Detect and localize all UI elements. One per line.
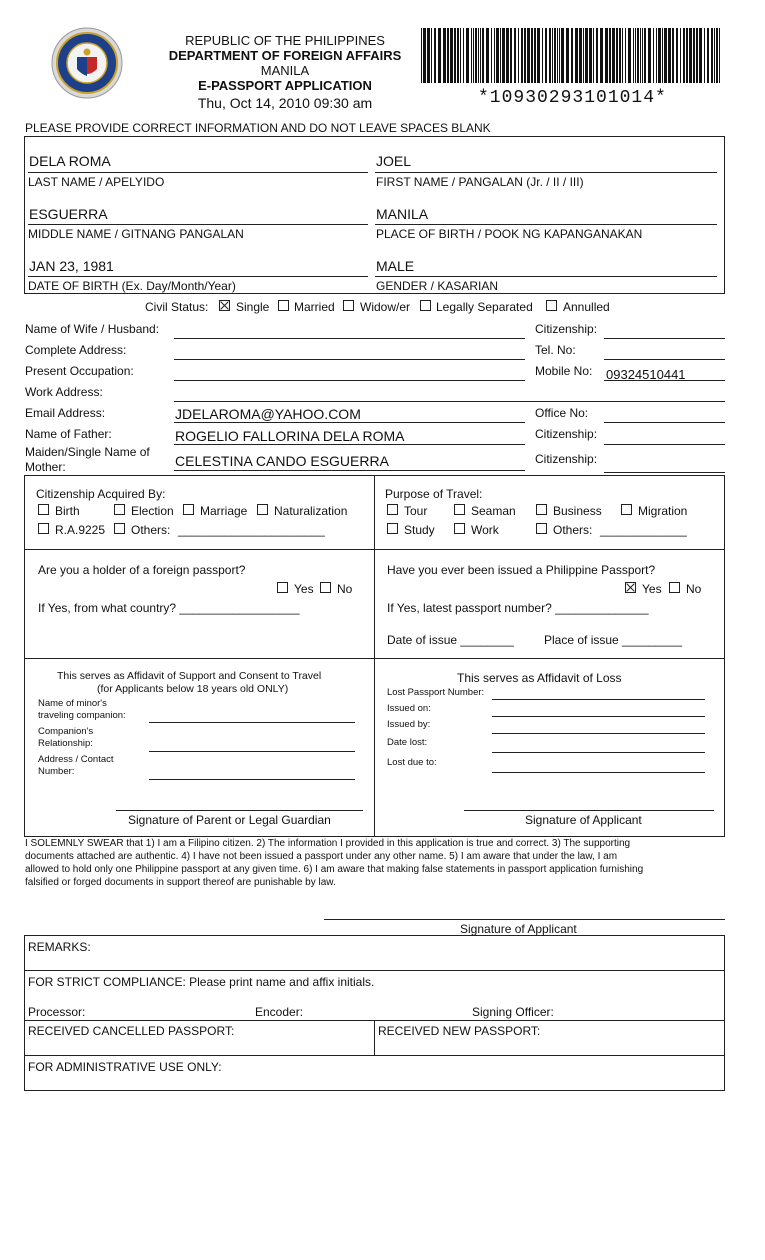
mother-value[interactable]: CELESTINA CANDO ESGUERRA [175,453,389,469]
applicant-signature-label: Signature of Applicant [460,922,577,936]
barcode-bar [612,28,615,83]
father-citizenship-label: Citizenship: [535,427,598,441]
email-line [174,422,525,423]
last-name-line [28,172,368,173]
barcode-bar [460,28,461,83]
office-divider-vertical [374,1020,375,1055]
barcode-bar [566,28,569,83]
barcode-bar [653,28,654,83]
middle-name-line [28,224,368,225]
mobile-line [604,380,725,381]
barcode-bar [423,28,426,83]
barcode-bar [447,28,449,83]
oath-line-4: falsified or forged documents in support thereof are punishable by law. [25,877,336,888]
barcode-bar [704,28,705,83]
guardian-signature-line[interactable] [116,810,363,811]
barcode-bar [454,28,456,83]
barcode-bar [664,28,667,83]
mother-label-line2: Mother: [25,460,66,474]
citizenship-naturalization-label: Naturalization [274,504,348,518]
father-value[interactable]: ROGELIO FALLORINA DELA ROMA [175,428,405,444]
father-citizenship-line[interactable] [604,444,725,445]
lost-due-to-label: Lost due to: [387,757,437,768]
mother-citizenship-label: Citizenship: [535,452,598,466]
companion-address-label-1: Address / Contact [38,754,114,765]
date-lost-label: Date lost: [387,737,428,748]
applicant-signature-line[interactable] [324,919,725,920]
citizenship-election-label: Election [131,504,174,518]
purpose-title: Purpose of Travel: [385,487,483,501]
barcode-bar [494,28,495,83]
oath-line-3: allowed to hold only one Philippine passport at any given time. 6) I am aware that making false statements in passport application furnishing [25,864,644,875]
purpose-work-checkbox[interactable] [454,523,465,534]
purpose-seaman-label: Seaman [471,504,516,518]
foreign-passport-yes-label: Yes [294,582,314,596]
barcode-bar [676,28,678,83]
barcode-bar [480,28,481,83]
barcode-bar [443,28,446,83]
office-label: Office No: [535,406,589,420]
barcode-bar [593,28,594,83]
instruction-text: PLEASE PROVIDE CORRECT INFORMATION AND DO NOT LEAVE SPACES BLANK [25,121,491,135]
barcode-bar [542,28,543,83]
spouse-label: Name of Wife / Husband: [25,322,160,336]
civil-status-widow-label: Widow/er [360,300,411,314]
mobile-label: Mobile No: [535,364,593,378]
foreign-passport-yes-checkbox[interactable] [277,582,288,593]
barcode-bar [585,28,588,83]
remarks-label: REMARKS: [28,940,91,954]
barcode-bar [640,28,641,83]
citizenship-marriage-label: Marriage [200,504,248,518]
purpose-business-checkbox[interactable] [536,504,547,515]
purpose-work-label: Work [471,523,499,537]
issued-by-line[interactable] [492,733,705,734]
purpose-tour-label: Tour [404,504,428,518]
barcode-bar [496,28,499,83]
civil-status-married-checkbox[interactable] [278,300,289,311]
ph-passport-no-checkbox[interactable] [669,582,680,593]
barcode-bar [696,28,698,83]
citizenship-others-blank[interactable]: ______________________ [178,523,325,537]
companion-relationship-label-1: Companion's [38,726,94,737]
foreign-passport-question: Are you a holder of a foreign passport? [38,563,246,577]
barcode-bar [637,28,639,83]
middle-name-value[interactable]: ESGUERRA [29,206,108,222]
barcode-bar [438,28,441,83]
middle-name-label: MIDDLE NAME / GITNANG PANGALAN [28,227,244,241]
ph-passport-place-of-issue[interactable]: Place of issue _________ [544,633,683,647]
civil-status-single-checkbox[interactable] [219,300,230,311]
office-divider-3 [24,1055,725,1056]
citizenship-naturalization-checkbox[interactable] [257,504,268,515]
barcode-number: *10930293101014* [478,88,667,108]
barcode-bar [668,28,671,83]
foreign-passport-country[interactable]: If Yes, from what country? __________________ [38,601,300,615]
tel-label: Tel. No: [535,343,576,357]
barcode-bar [683,28,685,83]
affidavit-loss-title: This serves as Affidavit of Loss [457,671,622,685]
barcode-bar [589,28,592,83]
barcode-bar [482,28,484,83]
barcode-bar [514,28,516,83]
barcode-bar [561,28,564,83]
barcode-bar [693,28,695,83]
barcode-bar [716,28,718,83]
department-heading: DEPARTMENT OF FOREIGN AFFAIRS [168,48,402,63]
citizenship-birth-label: Birth [55,504,80,518]
barcode-bar [662,28,663,83]
purpose-seaman-checkbox[interactable] [454,504,465,515]
barcode-bar [521,28,523,83]
purpose-others-blank[interactable]: _____________ [600,523,687,537]
ph-passport-question: Have you ever been issued a Philippine Passport? [387,563,656,577]
work-address-line[interactable] [174,401,725,402]
barcode-bar [579,28,582,83]
barcode-bar [672,28,674,83]
barcode-bar [431,28,432,83]
purpose-study-checkbox[interactable] [387,523,398,534]
mother-citizenship-line[interactable] [604,472,725,473]
email-value[interactable]: JDELAROMA@YAHOO.COM [175,406,361,422]
foreign-passport-no-checkbox[interactable] [320,582,331,593]
guardian-signature-label: Signature of Parent or Legal Guardian [128,813,331,827]
barcode-bar [583,28,584,83]
civil-status-separated-checkbox[interactable] [420,300,431,311]
barcode-bar [471,28,472,83]
mobile-value[interactable]: 09324510441 [606,367,686,382]
loss-signature-label: Signature of Applicant [525,813,642,827]
oath-line-2: documents attached are authentic. 4) I have not been issued a passport under any other name. 5) I am aware that under the law, I am [25,851,618,862]
address-label: Complete Address: [25,343,127,357]
barcode-bar [689,28,692,83]
place-of-birth-label: PLACE OF BIRTH / POOK NG KAPANGANAKAN [376,227,643,241]
purpose-others-label: Others: [553,523,593,537]
citizenship-election-checkbox[interactable] [114,504,125,515]
encoder-label: Encoder: [255,1005,304,1019]
barcode-bar [534,28,536,83]
barcode-bar [557,28,558,83]
barcode-bar [714,28,715,83]
personal-info-box [24,136,725,294]
first-name-line [375,172,717,173]
barcode-bar [619,28,621,83]
barcode-bar [434,28,436,83]
affidavit-support-subtitle: (for Applicants below 18 years old ONLY) [97,683,289,695]
civil-status-separated-label: Legally Separated [436,300,533,314]
date-of-birth-label: DATE OF BIRTH (Ex. Day/Month/Year) [28,279,236,293]
first-name-value[interactable]: JOEL [376,153,412,169]
sections-divider-vertical [374,475,375,837]
father-label: Name of Father: [25,427,112,441]
citizenship-others-checkbox[interactable] [114,523,125,534]
barcode-bar [531,28,533,83]
barcode-bar [506,28,509,83]
work-address-label: Work Address: [25,385,103,399]
date-lost-line[interactable] [492,752,705,753]
purpose-business-label: Business [553,504,602,518]
civil-status-widow-checkbox[interactable] [343,300,354,311]
companion-relationship-line[interactable] [149,751,355,752]
application-datetime: Thu, Oct 14, 2010 09:30 am [197,95,373,111]
tel-line[interactable] [604,359,725,360]
purpose-migration-checkbox[interactable] [621,504,632,515]
processor-label: Processor: [28,1005,86,1019]
citizenship-others-label: Others: [131,523,171,537]
citizenship-marriage-checkbox[interactable] [183,504,194,515]
barcode-bar [466,28,469,83]
barcode-bar [527,28,530,83]
companion-name-label-1: Name of minor's [38,698,107,709]
last-name-label: LAST NAME / APELYIDO [28,175,165,189]
barcode-bar [427,28,430,83]
companion-name-label-2: traveling companion: [38,710,126,721]
ph-passport-number[interactable]: If Yes, latest passport number? ______________ [387,601,649,615]
civil-status-married-label: Married [294,300,335,314]
barcode-bar [552,28,553,83]
barcode-bar [486,28,489,83]
barcode-bar [633,28,634,83]
affidavit-support-title: This serves as Affidavit of Support and Consent to Travel [57,670,322,682]
barcode-bar [463,28,464,83]
citizenship-birth-checkbox[interactable] [38,504,49,515]
purpose-study-label: Study [404,523,435,537]
received-cancelled-label: RECEIVED CANCELLED PASSPORT: [28,1024,235,1038]
barcode-bar [642,28,643,83]
barcode-bar [478,28,479,83]
compliance-label: FOR STRICT COMPLIANCE: Please print name and affix initials. [28,975,375,989]
barcode-bar [549,28,551,83]
barcode-bar [457,28,459,83]
gender-value[interactable]: MALE [376,258,415,274]
occupation-label: Present Occupation: [25,364,134,378]
companion-name-line[interactable] [149,722,355,723]
date-of-birth-line [28,276,368,277]
companion-address-label-2: Number: [38,766,75,777]
citizenship-ra9225-checkbox[interactable] [38,523,49,534]
barcode-bar [605,28,608,83]
civil-status-single-label: Single [236,300,270,314]
form-title: E-PASSPORT APPLICATION [198,78,372,93]
office-divider-1 [24,970,725,971]
issued-by-label: Issued by: [387,719,431,730]
barcode-bar [658,28,661,83]
barcode-bar [500,28,501,83]
barcode-bar [622,28,623,83]
occupation-line[interactable] [174,380,525,381]
barcode-bar [450,28,453,83]
purpose-migration-label: Migration [638,504,688,518]
issued-on-label: Issued on: [387,703,431,714]
place-of-birth-line [375,224,717,225]
last-name-value[interactable]: DELA ROMA [29,153,111,169]
barcode-bar [600,28,603,83]
received-new-label: RECEIVED NEW PASSPORT: [378,1024,541,1038]
barcode-bar [421,28,422,83]
address-line[interactable] [174,359,525,360]
barcode-bar [491,28,492,83]
barcode-bar [475,28,477,83]
ph-passport-yes-label: Yes [642,582,662,596]
civil-status-annulled-label: Annulled [563,300,610,314]
barcode-bar [609,28,611,83]
barcode-bar [510,28,512,83]
gender-label: GENDER / KASARIAN [376,279,499,293]
dfa-seal [51,27,123,99]
office-line[interactable] [604,422,725,423]
city-heading: MANILA [260,63,310,78]
email-label: Email Address: [25,406,106,420]
ph-passport-yes-checkbox[interactable] [625,582,636,593]
gender-line [375,276,717,277]
barcode-bar [559,28,560,83]
spouse-citizenship-label: Citizenship: [535,322,598,336]
signing-officer-label: Signing Officer: [472,1005,554,1019]
barcode-bar [537,28,540,83]
admin-use-label: FOR ADMINISTRATIVE USE ONLY: [28,1060,222,1074]
barcode-bar [473,28,474,83]
barcode-bar [644,28,646,83]
barcode-bar [554,28,556,83]
loss-signature-line[interactable] [464,810,714,811]
companion-address-line[interactable] [149,779,355,780]
barcode-bar [625,28,626,83]
lost-passport-number-label: Lost Passport Number: [387,687,485,698]
barcode-bar [524,28,526,83]
barcode-bar [648,28,651,83]
civil-status-annulled-checkbox[interactable] [546,300,557,311]
barcode-bar [616,28,618,83]
lost-passport-number-line[interactable] [492,699,705,700]
barcode [421,28,725,83]
spouse-line[interactable] [174,338,525,339]
barcode-bar [656,28,657,83]
barcode-bar [628,28,631,83]
barcode-bar [699,28,702,83]
mother-label-line1: Maiden/Single Name of [25,445,150,459]
ph-passport-date-of-issue[interactable]: Date of issue ________ [387,633,514,647]
barcode-bar [575,28,578,83]
sections-divider-1 [24,549,725,550]
barcode-bar [680,28,681,83]
barcode-bar [711,28,713,83]
civil-status-label: Civil Status: [145,300,209,314]
republic-heading: REPUBLIC OF THE PHILIPPINES [185,33,385,48]
barcode-bar [719,28,720,83]
issued-on-line[interactable] [492,716,705,717]
citizenship-acquired-title: Citizenship Acquired By: [36,487,166,501]
date-of-birth-value[interactable]: JAN 23, 1981 [29,258,114,274]
companion-relationship-label-2: Relationship: [38,738,93,749]
barcode-bar [571,28,573,83]
lost-due-to-line[interactable] [492,772,705,773]
foreign-passport-no-label: No [337,582,353,596]
barcode-bar [502,28,505,83]
barcode-bar [635,28,636,83]
oath-line-1: I SOLEMNLY SWEAR that 1) I am a Filipino citizen. 2) The information I provided in this application is true and correct. 3) The supporting [25,838,631,849]
mother-line [174,470,525,471]
first-name-label: FIRST NAME / PANGALAN (Jr. / II / III) [376,175,584,189]
place-of-birth-value[interactable]: MANILA [376,206,429,222]
purpose-tour-checkbox[interactable] [387,504,398,515]
sections-divider-2 [24,658,725,659]
spouse-citizenship-line[interactable] [604,338,725,339]
barcode-bar [596,28,598,83]
barcode-bar [545,28,547,83]
ph-passport-no-label: No [686,582,702,596]
citizenship-ra9225-label: R.A.9225 [55,523,106,537]
barcode-bar [686,28,688,83]
barcode-bar [518,28,519,83]
barcode-bar [707,28,709,83]
purpose-others-checkbox[interactable] [536,523,547,534]
father-line [174,444,525,445]
